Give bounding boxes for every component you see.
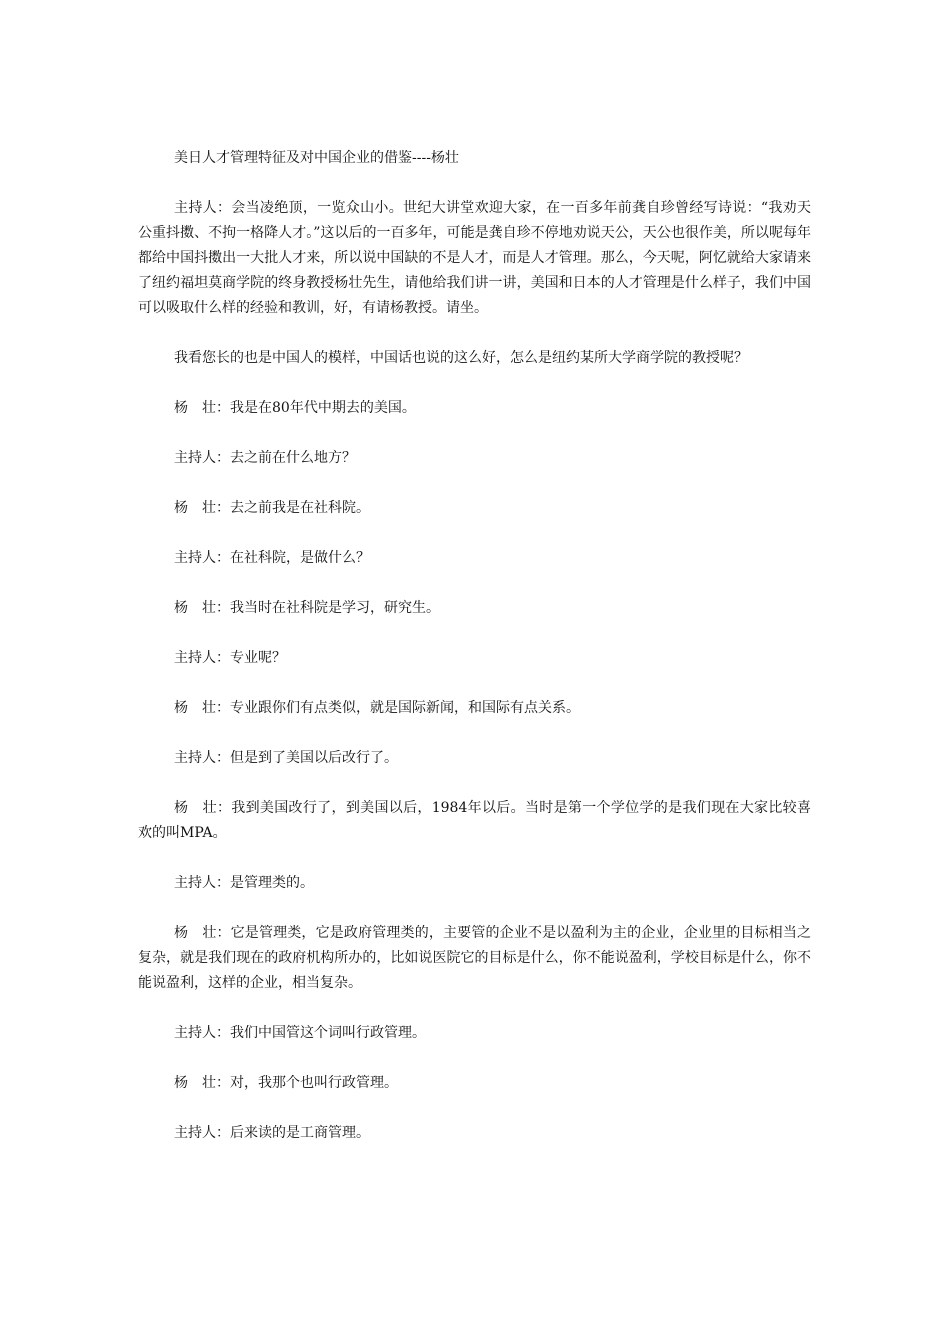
paragraph-host-question: 我看您长的也是中国人的模样，中国话也说的这么好，怎么是纽约某所大学商学院的教授呢？: [174, 350, 748, 366]
document-page: [138, 146, 811, 1171]
paragraph-dialogue: 主持人：我们中国管这个词叫行政管理。: [174, 1025, 426, 1041]
paragraph-dialogue: 主持人：去之前在什么地方？: [174, 450, 356, 466]
paragraph-dialogue: 杨 壮：对，我那个也叫行政管理。: [174, 1075, 398, 1091]
paragraph-dialogue: 主持人：后来读的是工商管理。: [174, 1125, 370, 1141]
paragraph-dialogue: 主持人：是管理类的。: [174, 875, 314, 891]
document-title: 美日人才管理特征及对中国企业的借鉴----杨壮: [174, 150, 459, 166]
paragraph-dialogue: 主持人：在社科院，是做什么？: [174, 550, 370, 566]
paragraph-dialogue: 杨 壮：去之前我是在社科院。: [174, 500, 370, 516]
paragraph-dialogue: 主持人：但是到了美国以后改行了。: [174, 750, 398, 766]
paragraph-dialogue: 主持人：专业呢？: [174, 650, 286, 666]
paragraph-dialogue: 杨 壮：我当时在社科院是学习，研究生。: [174, 600, 440, 616]
paragraph-dialogue: 杨 壮：专业跟你们有点类似，就是国际新闻，和国际有点关系。: [174, 700, 580, 716]
paragraph-dialogue: 杨 壮：我是在80年代中期去的美国。: [174, 400, 416, 416]
paragraph-host-intro: 主持人：会当凌绝顶，一览众山小。世纪大讲堂欢迎大家，在一百多年前龚自珍曾经写诗说：“我劝天公重抖擞、不拘一格降人才。”这以后的一百多年，可能是龚自珍不停地劝说天公，天公也很作美，所以呢每年都给中国抖擞出一大批人才来，所以说中国缺的不是人才，而是人才管理。那么，今天呢，阿忆就给大家请来了纽约福坦莫商学院的终身教授杨壮先生，请他给我们讲一讲，美国和日本的人才管理是什么样子，我们中国可以吸取什么样的经验和教训，好，有请杨教授。请坐。: [138, 200, 811, 316]
paragraph-dialogue: 杨 壮：它是管理类，它是政府管理类的，主要管的企业不是以盈利为主的企业，企业里的目标相当之复杂，就是我们现在的政府机构所办的，比如说医院它的目标是什么，你不能说盈利，学校目标是什么，你不能说盈利，这样的企业，相当复杂。: [138, 925, 811, 991]
paragraph-dialogue: 杨 壮：我到美国改行了，到美国以后，1984年以后。当时是第一个学位学的是我们现在大家比较喜欢的叫MPA。: [138, 800, 811, 841]
